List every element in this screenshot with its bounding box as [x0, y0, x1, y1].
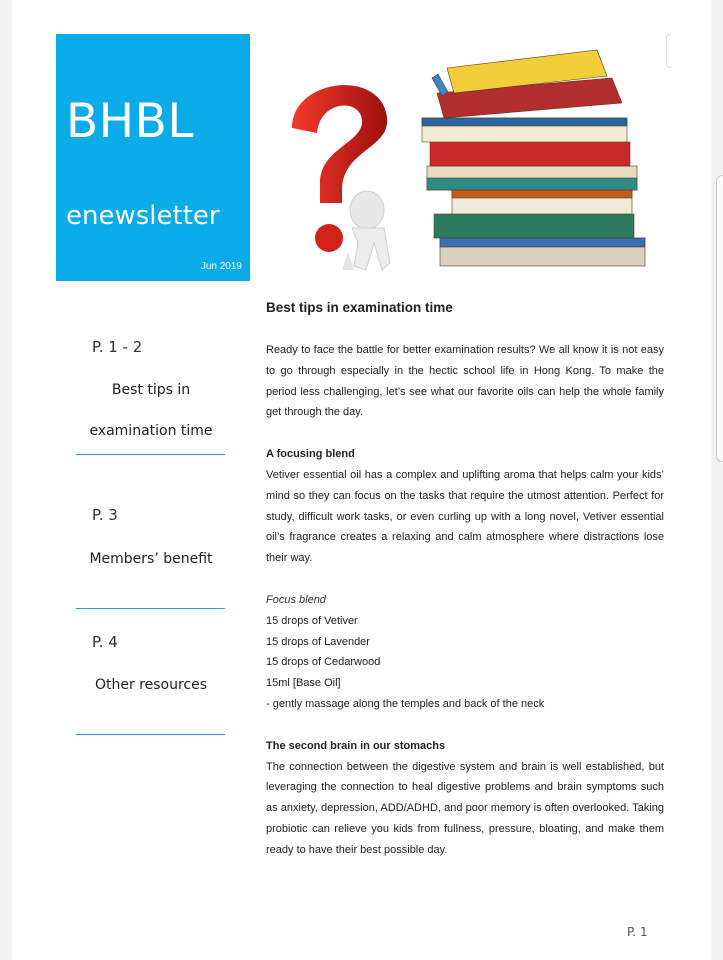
page-edge-marker [666, 34, 671, 68]
toc-divider [76, 734, 225, 735]
toc-page-number: P. 4 [92, 633, 118, 651]
article [266, 298, 664, 861]
toc-page-number: P. 1 - 2 [92, 338, 143, 356]
toc-entry-title: Other resources [94, 677, 208, 693]
recipe-line: 15 drops of Vetiver [266, 614, 358, 627]
section-heading: The second brain in our stomachs [266, 739, 446, 752]
recipe-title: Focus blend [266, 593, 326, 606]
article-intro: Ready to face the battle for better examination results? We all know it is not easy to go through especially in the hectic school life in Hong Kong. To make the period less challenging, let’s see what our favorite oils can help the whole family get through the day. [266, 344, 664, 419]
issue-date: Jun 2019 [200, 261, 242, 272]
section-heading: A focusing blend [266, 448, 355, 461]
toc-divider [76, 608, 225, 609]
recipe-line: 15ml [Base Oil] [266, 677, 341, 690]
toc-page-number: P. 3 [92, 506, 118, 524]
toc-divider [76, 454, 225, 455]
recipe-line: 15 drops of Cedarwood [266, 656, 381, 669]
toc-entry-title: Members’ benefit [89, 551, 213, 567]
article-title: Best tips in examination time [266, 300, 453, 315]
section-body: Vetiver essential oil has a complex and uplifting aroma that helps calm your kids’ mind so they can focus on the tasks that require the utmost attention. Perfect for study, difficult work tasks, or even curling up with a long novel, Vetiver essential oil’s fragrance creates a relaxing and calm atmosphere where distractions lose their way. [266, 468, 664, 565]
question-mark-and-book-stack-icon [262, 38, 670, 281]
brand-subtitle: enewsletter [66, 201, 220, 231]
brand-box [56, 34, 250, 281]
toc-entry-title: examination time [89, 423, 213, 439]
page-number: P. 1 [627, 925, 648, 939]
recipe-line: - gently massage along the temples and back of the neck [266, 697, 545, 710]
recipe-line: 15 drops of Lavender [266, 635, 370, 648]
brand-title: BHBL [66, 94, 195, 149]
section-body: The connection between the digestive system and brain is well established, but leveraging the connection to heal digestive problems and brain symptoms such as anxiety, depression, ADD/ADHD, and poor memory is often overlooked. Taking probiotic can relieve you kids from fullness, pressure, bloating, and make them ready to have their best possible day. [266, 760, 664, 856]
scrollbar[interactable] [716, 175, 723, 462]
toc-entry-title: Best tips in [111, 382, 191, 398]
